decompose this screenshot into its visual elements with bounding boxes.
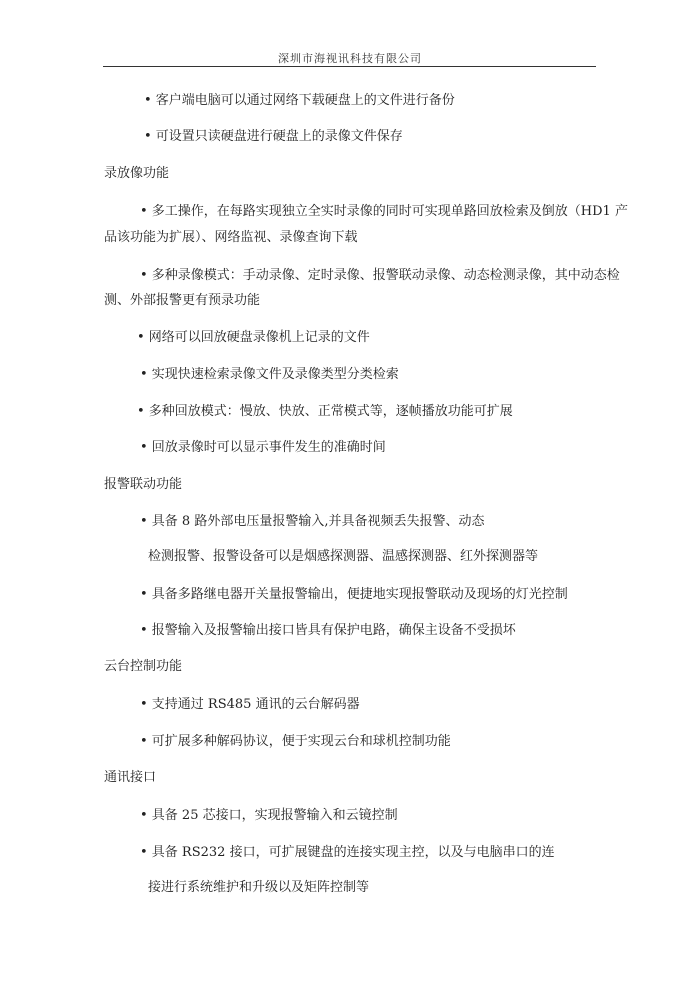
list-item: • 多种录像模式：手动录像、定时录像、报警联动录像、动态检测录像，其中动态检 [140,268,620,283]
list-item: • 多工操作，在每路实现独立全实时录像的同时可实现单路回放检索及倒放（HD1 产 [140,204,628,219]
list-item-continuation: 接进行系统维护和升级以及矩阵控制等 [148,880,370,895]
header-rule [103,66,596,67]
list-item: • 回放录像时可以显示事件发生的准确时间 [140,440,386,455]
list-item: • 可扩展多种解码协议，便于实现云台和球机控制功能 [140,734,451,749]
list-item-continuation: 品该功能为扩展）、网络监视、录像查询下载 [104,230,358,245]
list-item: • 具备 8 路外部电压量报警输入,并具备视频丢失报警、动态 [140,514,485,529]
section-heading: 录放像功能 [104,166,170,181]
list-item: • 具备 25 芯接口，实现报警输入和云镜控制 [140,808,398,823]
list-item: • 报警输入及报警输出接口皆具有保护电路，确保主设备不受损坏 [140,623,516,638]
list-item: • 支持通过 RS485 通讯的云台解码器 [140,697,360,712]
list-item: • 具备 RS232 接口，可扩展键盘的连接实现主控，以及与电脑串口的连 [140,845,555,860]
section-heading: 云台控制功能 [104,659,183,674]
list-item-continuation: 检测报警、报警设备可以是烟感探测器、温感探测器、红外探测器等 [148,549,539,564]
section-heading: 通讯接口 [104,770,157,785]
list-item: • 客户端电脑可以通过网络下载硬盘上的文件进行备份 [144,93,455,108]
list-item: • 实现快速检索录像文件及录像类型分类检索 [140,367,399,382]
list-item: • 具备多路继电器开关量报警输出，便捷地实现报警联动及现场的灯光控制 [140,587,568,602]
section-heading: 报警联动功能 [104,477,183,492]
list-item: • 可设置只读硬盘进行硬盘上的录像文件保存 [144,129,403,144]
list-item-continuation: 测、外部报警更有预录功能 [104,293,261,308]
list-item: • 多种回放模式：慢放、快放、正常模式等，逐帧播放功能可扩展 [137,404,513,419]
list-item: • 网络可以回放硬盘录像机上记录的文件 [137,330,370,345]
page-header-company: 深圳市海视讯科技有限公司 [278,52,422,65]
